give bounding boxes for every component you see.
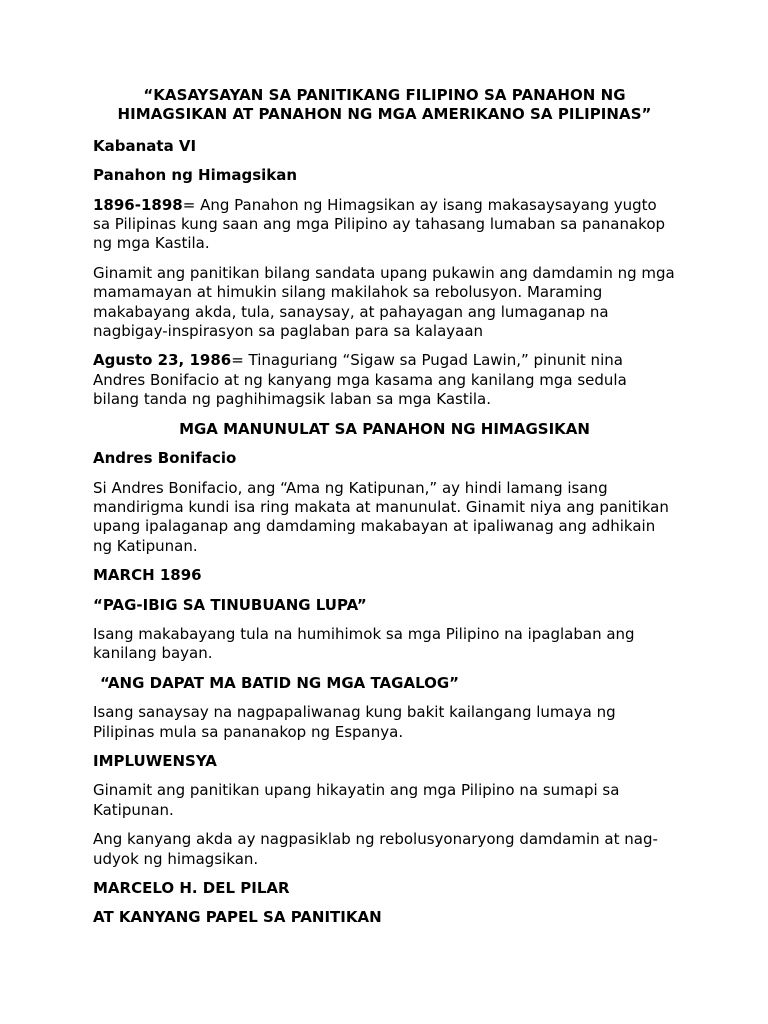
work2-heading: “ANG DAPAT MA BATID NG MGA TAGALOG” [100, 673, 460, 692]
paragraph-bonifacio: Si Andres Bonifacio, ang “Ama ng Katipunan,” ay hindi lamang isang mandirigma kundi isa ring makata at manunulat. Ginamit niya ang panitikan upang ipalaganap ang damdaming makabayan at ipaliwanag ang adhikain ng Katipunan. [93, 478, 669, 555]
date-heading: MARCH 1896 [93, 566, 202, 585]
bonifacio-heading: Andres Bonifacio [93, 449, 237, 468]
pugad-lawin-date: Agusto 23, 1986 [93, 351, 232, 370]
influence-heading: IMPLUWENSYA [93, 751, 217, 770]
paragraph-pugad-lawin [93, 351, 676, 409]
paragraph-work2: Isang sanaysay na nagpapaliwanag kung bakit kailangang lumaya ng Pilipinas mula sa pananakop ng Espanya. [93, 703, 616, 741]
chapter-heading: Kabanata VI [93, 136, 197, 155]
work1-heading: “PAG-IBIG SA TINUBUANG LUPA” [93, 595, 367, 614]
period-years: 1896-1898 [93, 195, 183, 214]
period-text: = Ang Panahon ng Himagsikan ay isang makasaysayang yugto sa Pilipinas kung saan ang mga Pilipino ay tahasang lumaban sa pananakop ng mga Kastila. [93, 195, 666, 253]
writers-heading: MGA MANUNULAT SA PANAHON NG HIMAGSIKAN [179, 419, 590, 438]
paragraph-influence-1: Ginamit ang panitikan upang hikayatin ang mga Pilipino na sumapi sa Katipunan. [93, 781, 620, 819]
paragraph-period [93, 196, 676, 254]
title-line-1: “KASAYSAYAN SA PANITIKANG FILIPINO SA PANAHON NG [143, 86, 626, 104]
paragraph-literature-weapon: Ginamit ang panitikan bilang sandata upang pukawin ang damdamin ng mga mamamayan at himukin silang makilahok sa rebolusyon. Maraming makabayang akda, tula, sanaysay, at pahayagan ang lumaganap na nagbigay-inspirasyon sa paglaban para sa kalayaan [93, 263, 675, 341]
paragraph-work1: Isang makabayang tula na humihimok sa mga Pilipino na ipaglaban ang kanilang bayan. [93, 624, 635, 663]
pilar-subheading: AT KANYANG PAPEL SA PANITIKAN [93, 908, 382, 927]
pugad-lawin-text: = Tinaguriang “Sigaw sa Pugad Lawin,” pinunit nina Andres Bonifacio at ng kanyang mga kasama ang kanilang mga sedula bilang tanda ng paghihimagsik laban sa mga Kastila. [93, 351, 627, 409]
document-title [93, 86, 676, 125]
section-heading: Panahon ng Himagsikan [93, 166, 298, 185]
title-line-2: HIMAGSIKAN AT PANAHON NG MGA AMERIKANO SA PILIPINAS” [117, 105, 652, 124]
pilar-heading: MARCELO H. DEL PILAR [93, 879, 290, 897]
paragraph-influence-2: Ang kanyang akda ay nagpasiklab ng rebolusyonaryong damdamin at nag-udyok ng himagsikan. [93, 830, 658, 868]
